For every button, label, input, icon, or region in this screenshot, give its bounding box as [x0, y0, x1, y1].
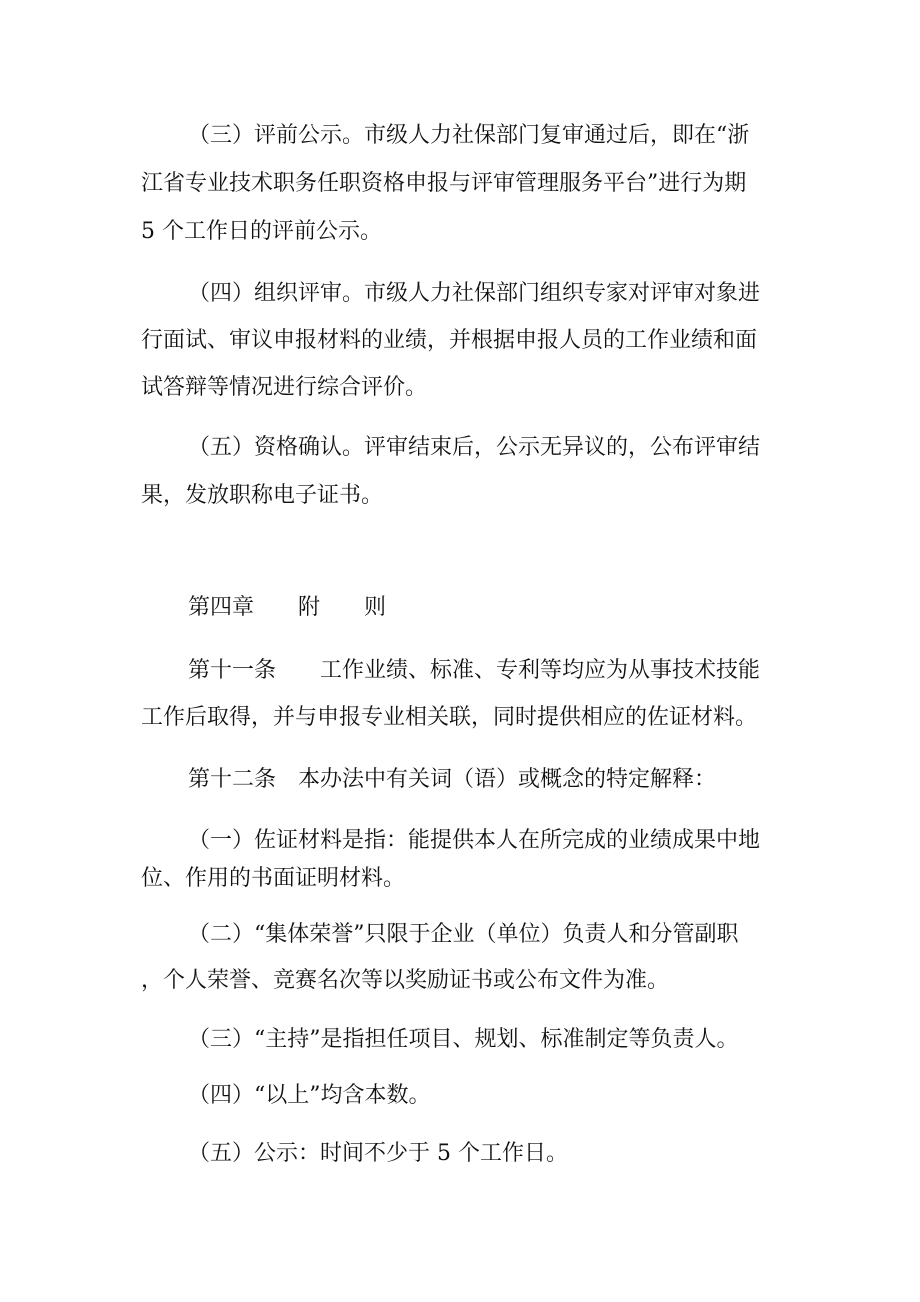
definition-5: （五）公示：时间不少于 5 个工作日。	[188, 1141, 568, 1166]
paragraph-review-line-3: 试答辩等情况进行综合评价。	[141, 375, 428, 400]
definition-3: （三）“主持”是指担任项目、规划、标准制定等负责人。	[188, 1027, 739, 1052]
paragraph-qualification-line-2: 果，发放职称电子证书。	[141, 483, 384, 508]
paragraph-public-notice-line-2: 江省专业技术职务任职资格申报与评审管理服务平台”进行为期	[141, 171, 747, 196]
paragraph-review-line-2: 行面试、审议申报材料的业绩，并根据申报人员的工作业绩和面	[141, 328, 758, 353]
chapter-heading: 第四章 附 则	[188, 595, 387, 620]
paragraph-public-notice-line-1: （三）评前公示。市级人力社保部门复审通过后，即在“浙	[188, 123, 750, 148]
definition-2-line-1: （二）“集体荣誉”只限于企业（单位）负责人和分管副职	[188, 922, 739, 947]
paragraph-review-line-1: （四）组织评审。市级人力社保部门组织专家对评审对象进	[188, 281, 761, 306]
definition-1-line-2: 位、作用的书面证明材料。	[141, 866, 406, 891]
paragraph-public-notice-line-3: 5 个工作日的评前公示。	[141, 219, 382, 244]
article-11-line-1: 第十一条 工作业绩、标准、专利等均应为从事技术技能	[188, 658, 761, 683]
definition-1-line-1: （一）佐证材料是指：能提供本人在所完成的业绩成果中地	[188, 828, 761, 853]
definition-4: （四）“以上”均含本数。	[188, 1083, 431, 1108]
paragraph-qualification-line-1: （五）资格确认。评审结束后，公示无异议的，公布评审结	[188, 435, 761, 460]
article-12: 第十二条 本办法中有关词（语）或概念的特定解释：	[188, 767, 717, 792]
article-11-line-2: 工作后取得，并与申报专业相关联，同时提供相应的佐证材料。	[141, 705, 758, 730]
definition-2-line-2: ，个人荣誉、竞赛名次等以奖励证书或公布文件为准。	[141, 968, 670, 993]
